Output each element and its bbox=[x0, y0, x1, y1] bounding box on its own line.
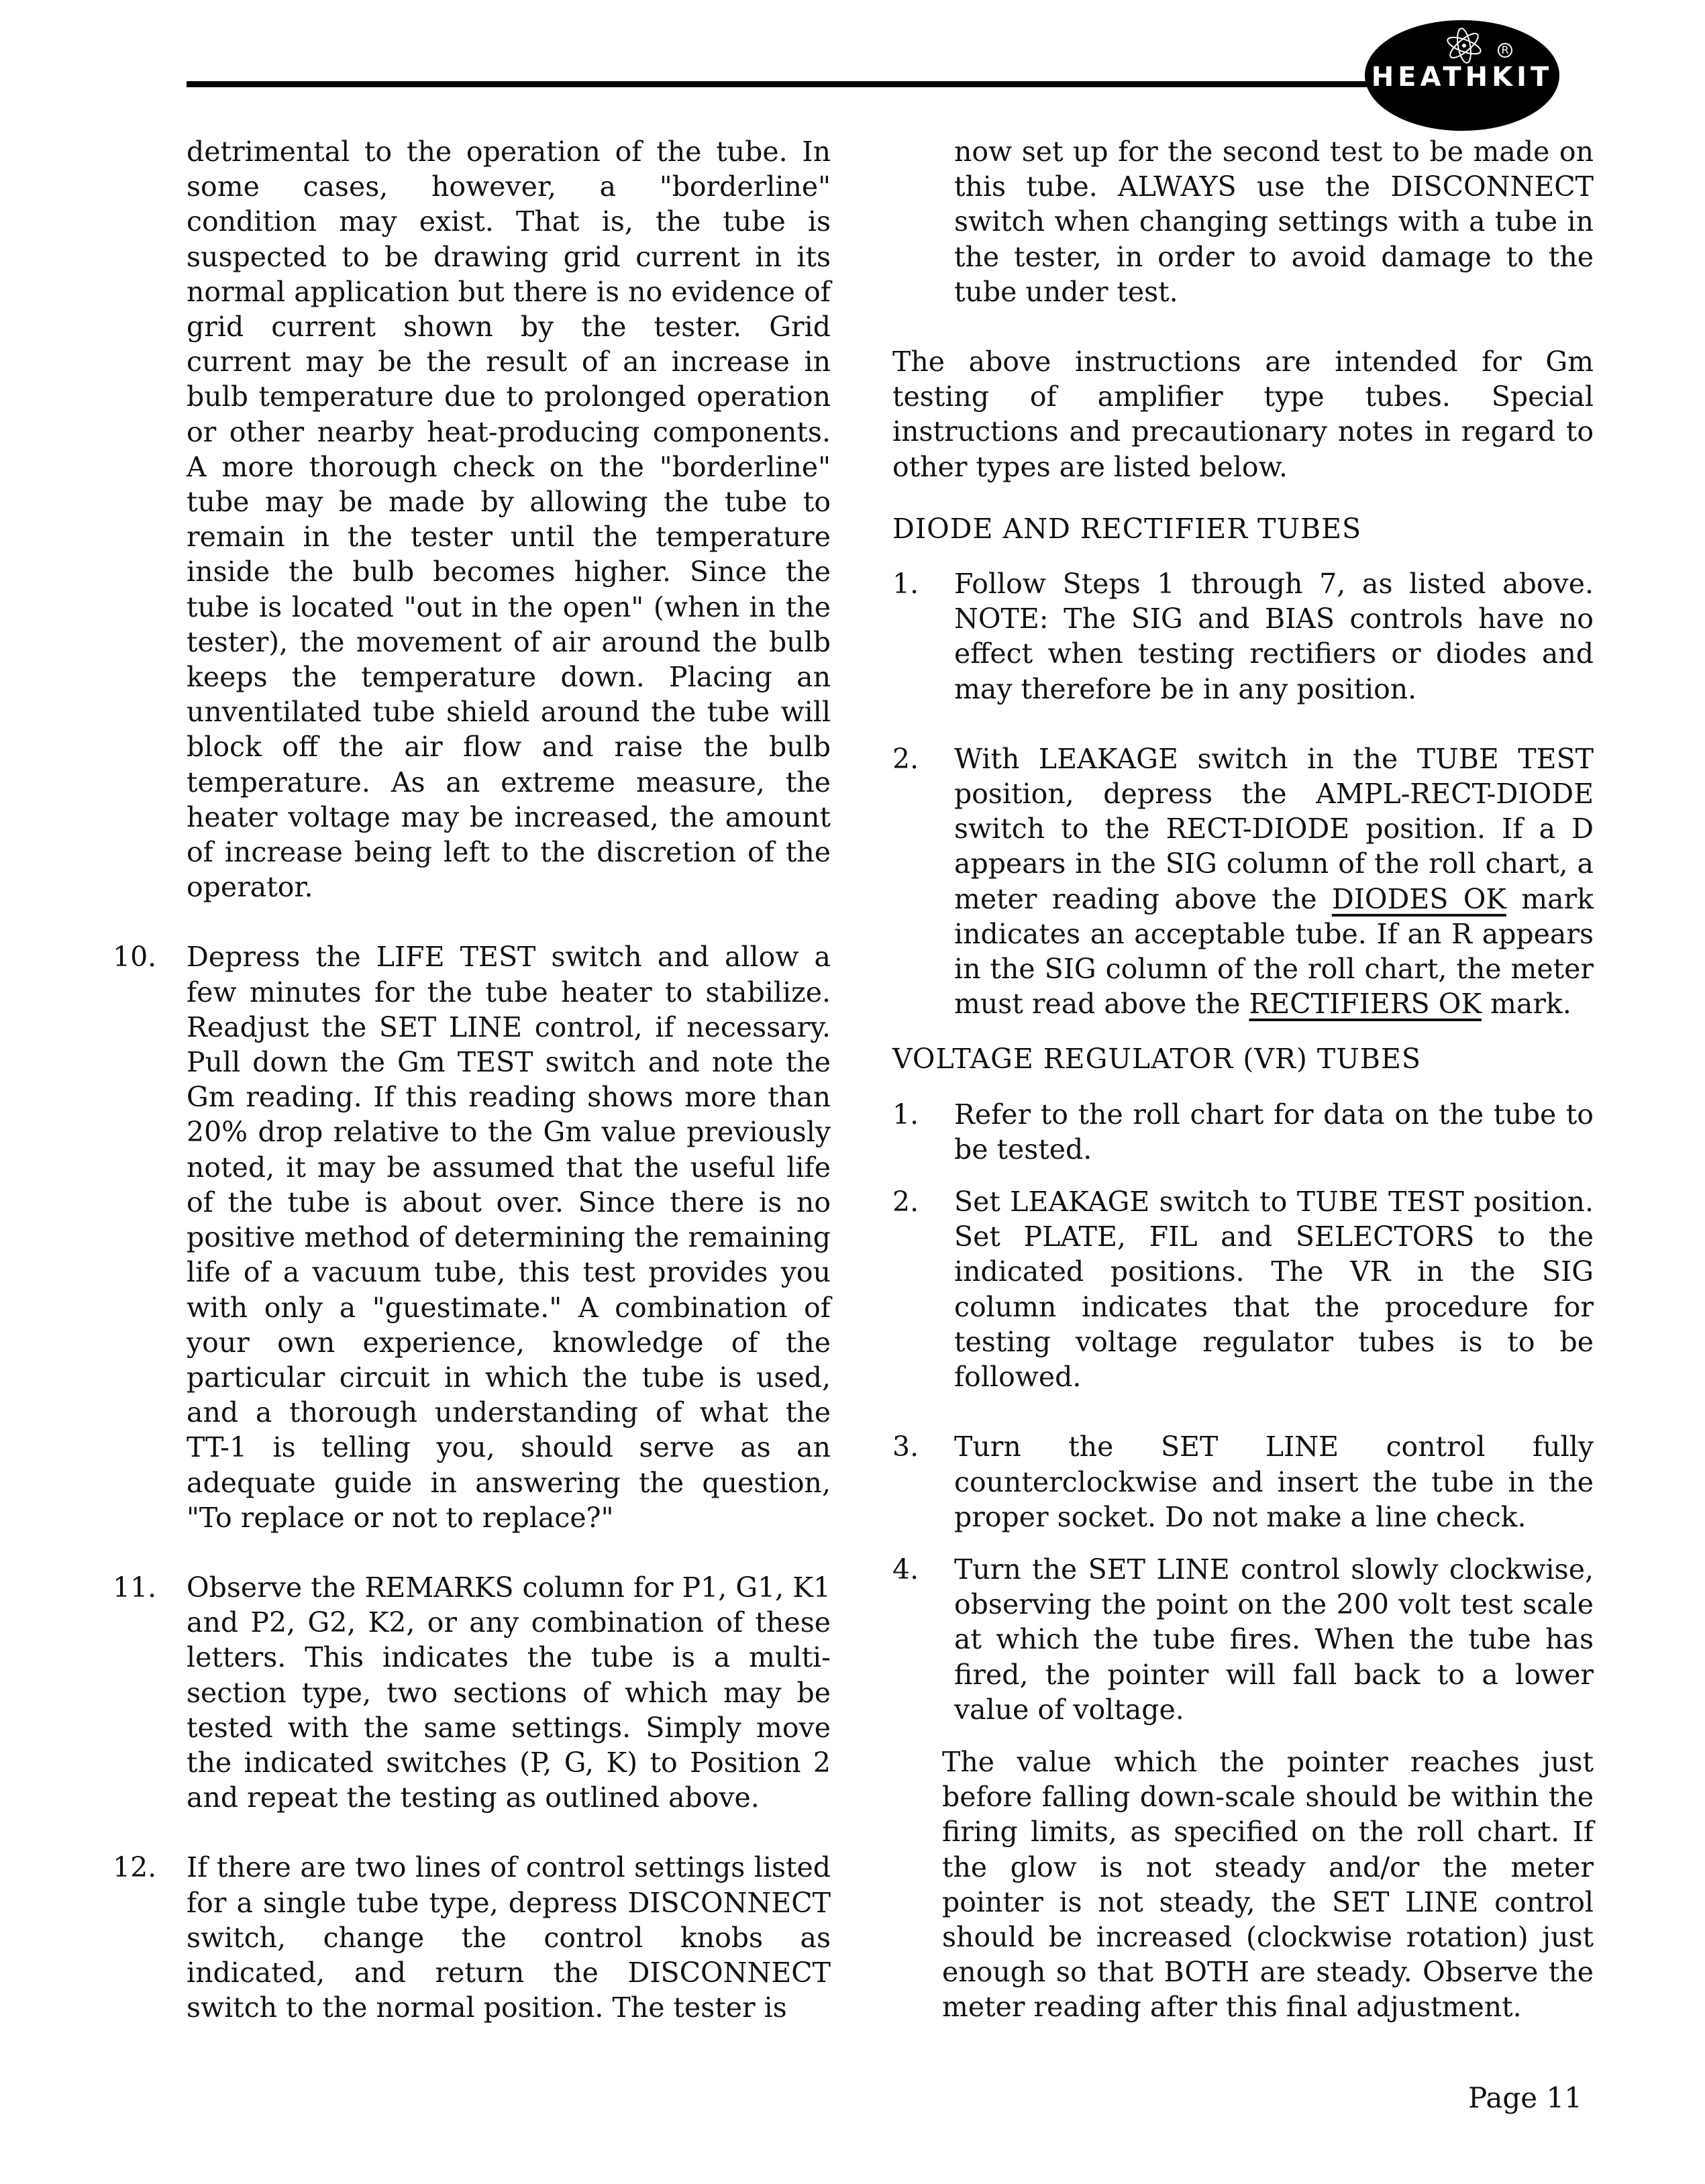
diodes-ok-mark: DIODES OK bbox=[1331, 882, 1506, 915]
step-number: 1. bbox=[892, 568, 919, 601]
atom-icon bbox=[1444, 25, 1484, 66]
registered-mark: R bbox=[1498, 43, 1512, 58]
vr-step-4 bbox=[892, 1552, 1594, 2025]
step-number: 1. bbox=[892, 1098, 919, 1131]
step-text: Set LEAKAGE switch to TUBE TEST position. Set PLATE, FIL and SELECTORS to the indicated positions. The VR in the SIG column indicates that the procedure for testing voltage regulator tubes is to be followed. bbox=[954, 1186, 1594, 1394]
vr-step-1 bbox=[892, 1097, 1594, 1167]
step-text: Refer to the roll chart for data on the tube to be tested. bbox=[954, 1098, 1594, 1165]
step-number: 10. bbox=[113, 941, 157, 974]
header-rule bbox=[187, 81, 1394, 87]
section-voltage-regulator bbox=[892, 1041, 1594, 2024]
step-text bbox=[954, 741, 1594, 1022]
heathkit-logo bbox=[1365, 20, 1559, 131]
step-number: 11. bbox=[113, 1571, 157, 1604]
step-text: Follow Steps 1 through 7, as listed above. NOTE: The SIG and BIAS controls have no effect when testing rectifiers or diodes and may therefore be in any position. bbox=[954, 568, 1594, 705]
step-text: If there are two lines of control settings listed for a single tube type, depress DISCONNECT switch, change the control knobs as indicated, and return the DISCONNECT switch to the normal position. The tester is bbox=[187, 1851, 831, 2024]
vr-step-2 bbox=[892, 1184, 1594, 1394]
diode-step-1 bbox=[892, 566, 1594, 707]
step-number: 12. bbox=[113, 1851, 157, 1884]
diode-step-2 bbox=[892, 741, 1594, 1022]
step-number: 4. bbox=[892, 1553, 919, 1585]
step-number: 3. bbox=[892, 1431, 919, 1463]
summary-paragraph: The above instructions are intended for Gm testing of amplifier type tubes. Special instructions and precautionary notes in regard to other types are listed below. bbox=[892, 346, 1594, 483]
step-11 bbox=[113, 1570, 831, 1815]
page-number: Page 11 bbox=[1468, 2081, 1582, 2114]
intro-paragraph: detrimental to the operation of the tube. In some cases, however, a "borderline" condition may exist. That is, the tube is suspected to be drawing grid current in its normal application but there is no evidence of grid current shown by the tester. Grid current may be the result of an increase in bulb temperature due to prolonged operation or other nearby heat-producing components. A more thorough check on the "borderline" tube may be made by allowing the tube to remain in the tester until the temperature inside the bulb becomes higher. Since the tube is located "out in the open" (when in the tester), the movement of air around the bulb keeps the temperature down. Placing an unventilated tube shield around the tube will block off the air flow and raise the bulb temperature. As an extreme measure, the heater voltage may be increased, the amount of increase being left to the discretion of the operator. bbox=[187, 136, 831, 904]
step-text: Turn the SET LINE control fully counterclockwise and insert the tube in the proper socket. Do not make a line check. bbox=[954, 1431, 1594, 1533]
step-followup: The value which the pointer reaches just before falling down-scale should be within the firing limits, as specified on the roll chart. If the glow is not steady and/or the meter pointer is not steady, the SET LINE control should be increased (clockwise rotation) just enough so that BOTH are steady. Observe the meter reading after this final adjustment. bbox=[942, 1745, 1594, 2024]
step-number: 2. bbox=[892, 742, 919, 775]
text-segment: mark. bbox=[1481, 988, 1571, 1021]
step-10 bbox=[113, 939, 831, 1535]
vr-step-3 bbox=[892, 1429, 1594, 1535]
section-diode-rectifier bbox=[892, 511, 1594, 1022]
continuation-paragraph: now set up for the second test to be made on this tube. ALWAYS use the DISCONNECT switch when changing settings with a tube in the tester, in order to avoid damage to the tube under test. bbox=[954, 136, 1594, 308]
step-text: Observe the REMARKS column for P1, G1, K1 and P2, G2, K2, or any combination of these letters. This indicates the tube is a multi-section type, two sections of which may be tested with the same settings. Simply move the indicated switches (P, G, K) to Position 2 and repeat the testing as outlined above. bbox=[187, 1571, 831, 1814]
step-number: 2. bbox=[892, 1186, 919, 1218]
left-column bbox=[113, 134, 831, 2025]
step-text: Depress the LIFE TEST switch and allow a few minutes for the tube heater to stabilize. Readjust the SET LINE control, if necessary. Pull down the Gm TEST switch and note the Gm reading. If this reading shows more than 20% drop relative to the Gm value previously noted, it may be assumed that the useful life of the tube is about over. Since there is no positive method of determining the remaining life of a vacuum tube, this test provides you with only a "guestimate." A combination of your own experience, knowledge of the particular circuit in which the tube is used, and a thorough understanding of what the TT-1 is telling you, should serve as an adequate guide in answering the question, "To replace or not to replace?" bbox=[187, 941, 831, 1534]
step-12 bbox=[113, 1850, 831, 2025]
rectifiers-ok-mark: RECTIFIERS OK bbox=[1249, 988, 1482, 1021]
brand-name: HEATHKIT bbox=[1371, 62, 1553, 93]
step-text: Turn the SET LINE control slowly clockwise, observing the point on the 200 volt test scale at which the tube fires. When the tube has fired, the pointer will fall back to a lower value of voltage. bbox=[954, 1553, 1594, 1726]
text-segment: With LEAKAGE switch in the TUBE TEST position, depress the AMPL-RECT-DIODE switch to the RECT-DIODE position. If a D appears in the SIG column of the roll chart, a meter reading above the bbox=[954, 742, 1594, 915]
section-heading: VOLTAGE REGULATOR (VR) TUBES bbox=[892, 1043, 1421, 1076]
section-heading: DIODE AND RECTIFIER TUBES bbox=[892, 512, 1362, 545]
text-segment: mark indicates an acceptable tube. If an R appears in the SIG column of the roll chart, the meter must read above the bbox=[954, 882, 1594, 1021]
right-column bbox=[892, 134, 1594, 2025]
